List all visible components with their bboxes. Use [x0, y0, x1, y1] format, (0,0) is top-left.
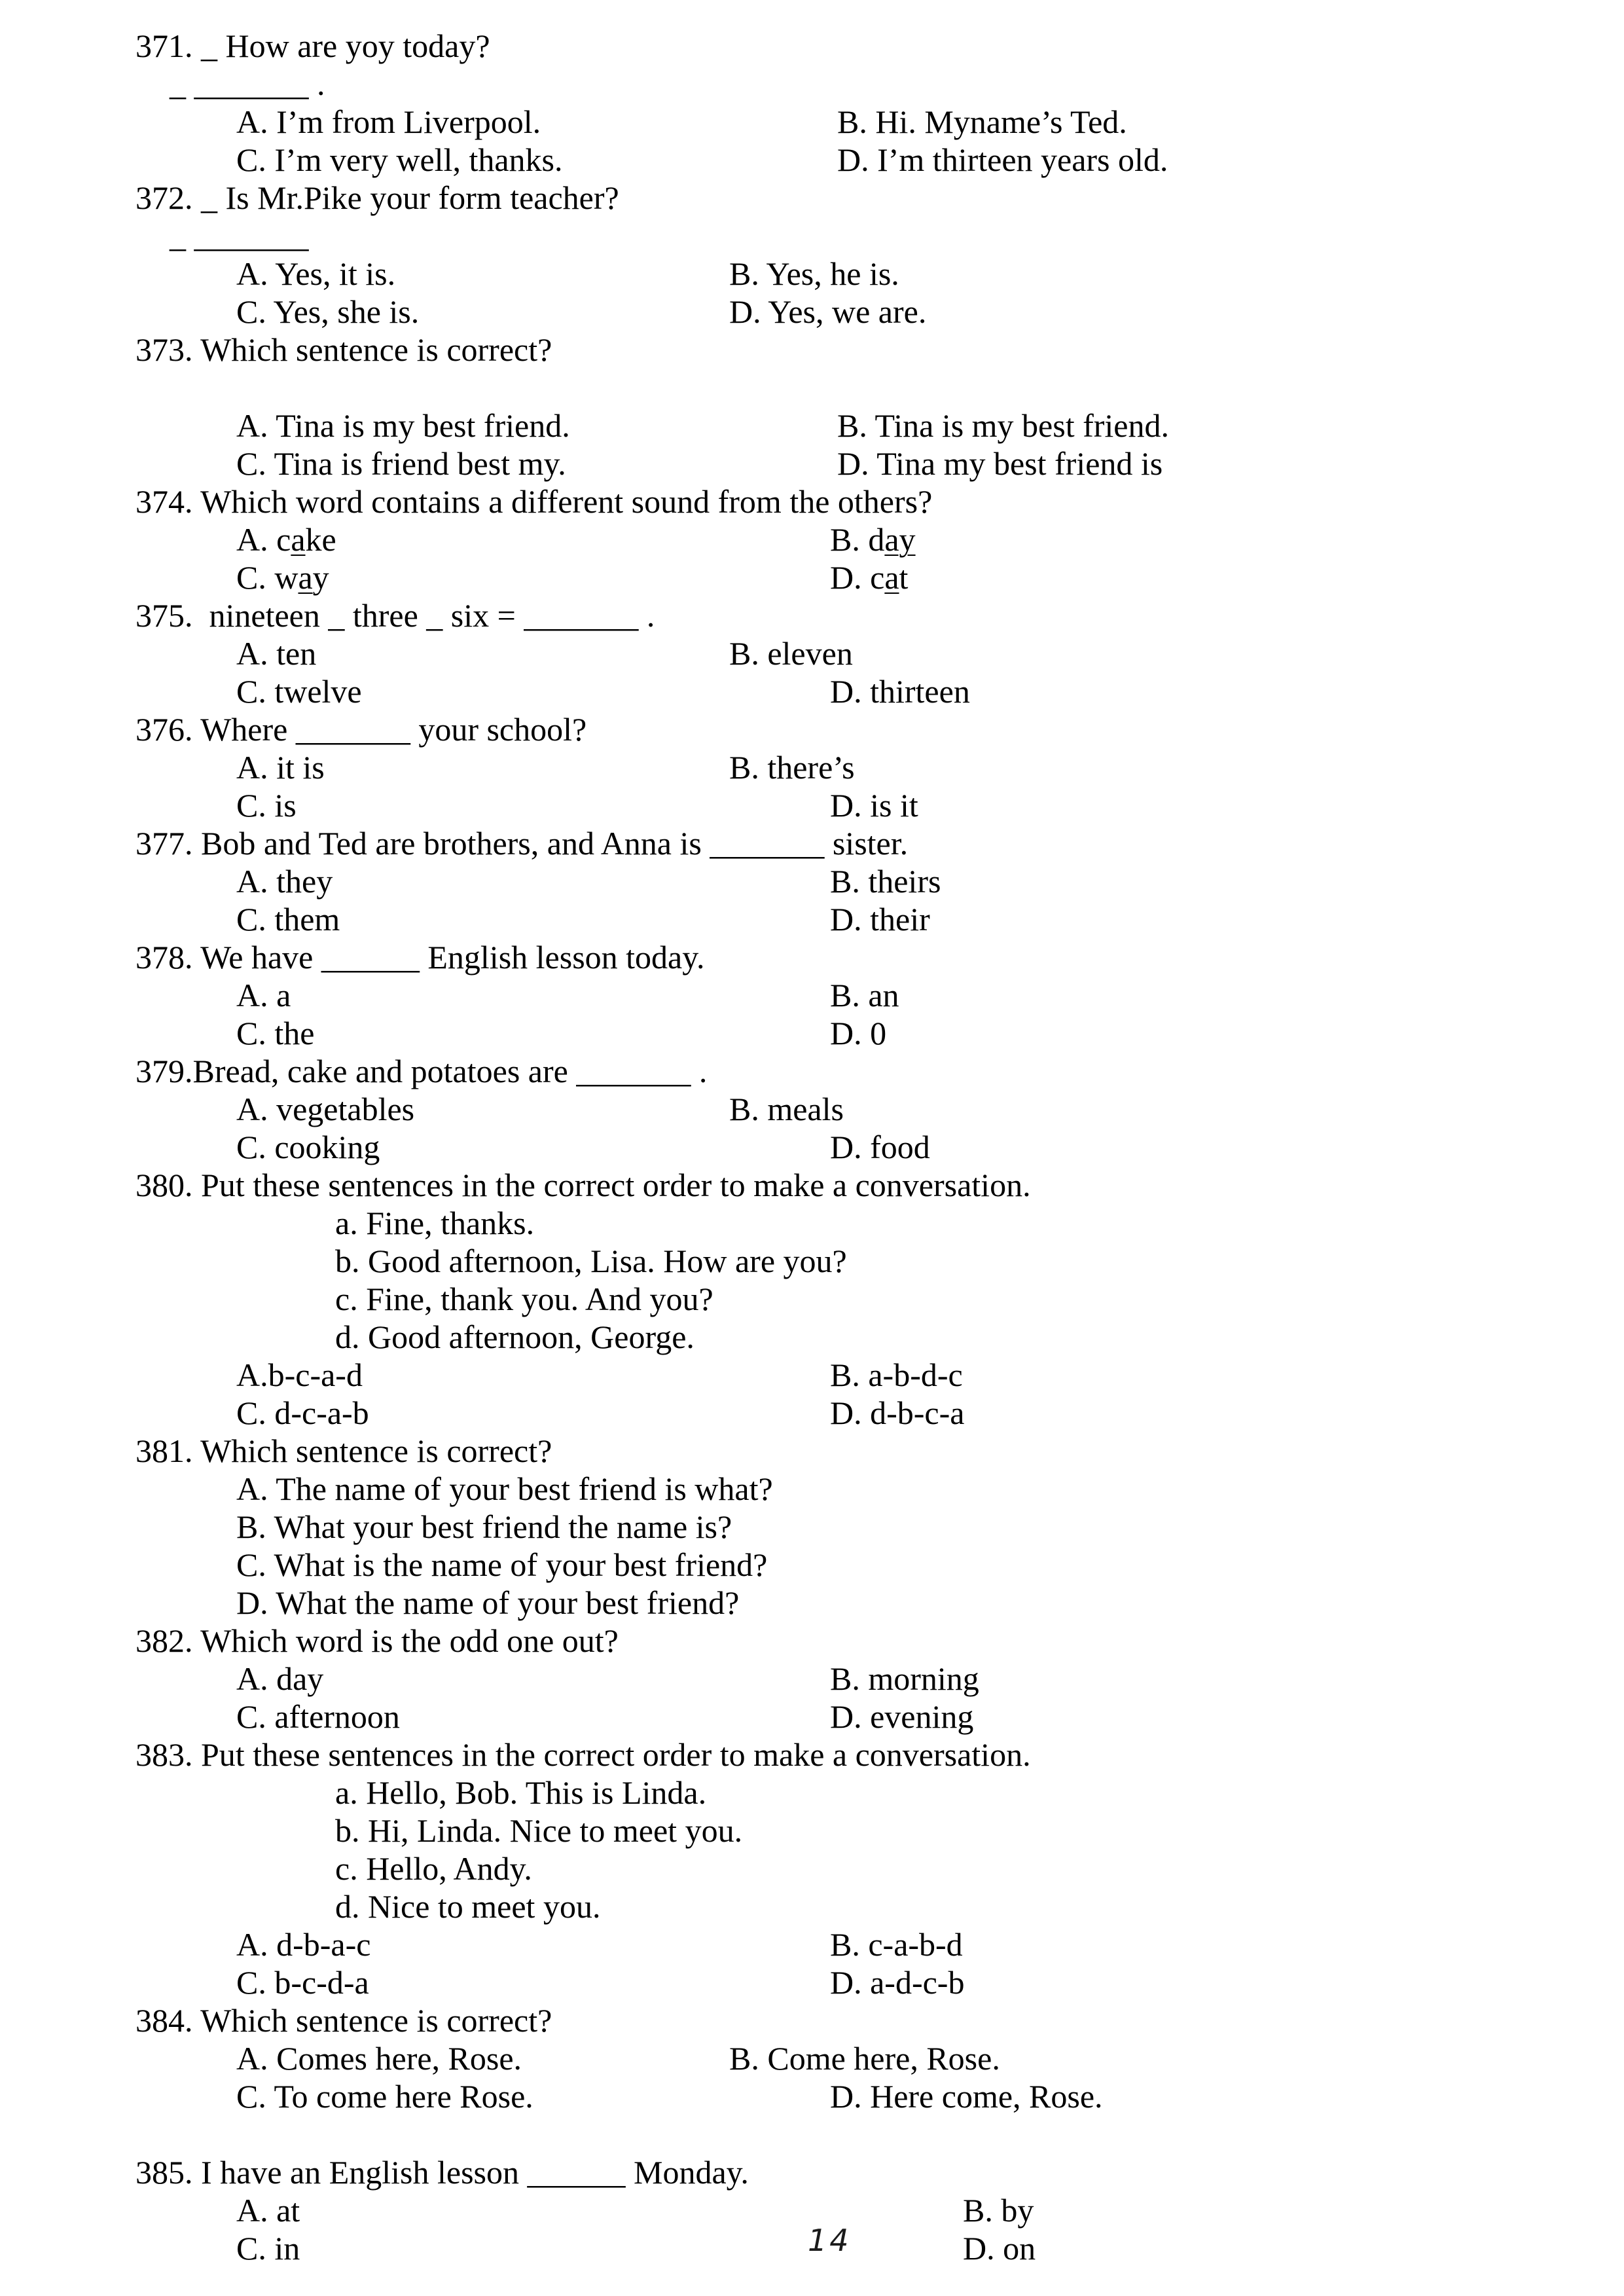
question-377-option-a: A. they [236, 863, 333, 900]
question-385-option-c: C. in [236, 2230, 300, 2267]
question-385-stem: 385. I have an English lesson ______ Monday. [135, 2154, 749, 2191]
question-383-sentence-c: c. Hello, Andy. [335, 1850, 532, 1887]
question-377-option-c: C. them [236, 901, 340, 938]
option-text: t [899, 559, 909, 596]
option-text: D. c [830, 559, 885, 596]
options-row [0, 1546, 1624, 1584]
question-row [0, 1736, 1624, 1774]
question-383-option-b: B. c-a-b-d [830, 1926, 963, 1963]
question-372-stem: 372. _ Is Mr.Pike your form teacher? [135, 179, 619, 216]
question-row [0, 331, 1624, 369]
question-380-sentence-b: b. Good afternoon, Lisa. How are you? [335, 1243, 847, 1279]
question-row [0, 1432, 1624, 1470]
options-row [0, 672, 1624, 710]
question-row [0, 710, 1624, 748]
question-382-option-d: D. evening [830, 1698, 974, 1735]
question-375-option-d: D. thirteen [830, 673, 970, 710]
question-377-stem: 377. Bob and Ted are brothers, and Anna is _______ sister. [135, 825, 909, 862]
question-377-option-d: D. their [830, 901, 930, 938]
question-385-option-b: B. by [963, 2192, 1034, 2229]
question-376-option-c: C. is [236, 787, 297, 824]
question-383-stem: 383. Put these sentences in the correct order to make a conversation. [135, 1736, 1031, 1773]
option-text: A. c [236, 521, 291, 558]
question-row [0, 2153, 1624, 2191]
question-375-stem: 375. nineteen _ three _ six = _______ . [135, 597, 655, 634]
question-380-stem: 380. Put these sentences in the correct order to make a conversation. [135, 1167, 1031, 1203]
question-row [0, 1052, 1624, 1090]
question-379-option-c: C. cooking [236, 1129, 380, 1165]
question-372-option-b: B. Yes, he is. [729, 255, 899, 292]
question-383-option-a: A. d-b-a-c [236, 1926, 371, 1963]
worksheet-page [0, 27, 1624, 2267]
underlined-sound: a [298, 559, 313, 596]
question-row [0, 2001, 1624, 2039]
options-row [0, 976, 1624, 1014]
option-text: ke [305, 521, 336, 558]
question-384-option-a: A. Comes here, Rose. [236, 2040, 522, 2077]
question-375-option-c: C. twelve [236, 673, 362, 710]
question-row [0, 824, 1624, 862]
question-381-option-b: B. What your best friend the name is? [236, 1508, 732, 1545]
question-378-option-d: D. 0 [830, 1015, 887, 1051]
question-382-option-a: A. day [236, 1660, 324, 1697]
question-373-option-b: B. Tina is my best friend. [837, 407, 1169, 444]
question-374-option-b [830, 520, 916, 558]
underlined-sound: a [884, 559, 899, 596]
question-378-option-c: C. the [236, 1015, 315, 1051]
options-row [0, 2039, 1624, 2077]
options-row [0, 1925, 1624, 1963]
options-row [0, 748, 1624, 786]
options-row [0, 103, 1624, 141]
options-row [0, 1394, 1624, 1432]
options-row [0, 407, 1624, 445]
question-row [0, 179, 1624, 217]
question-374-option-a [236, 520, 336, 558]
question-383-sentence-b: b. Hi, Linda. Nice to meet you. [335, 1812, 743, 1849]
options-row [0, 141, 1624, 179]
question-380-sentence-c: c. Fine, thank you. And you? [335, 1281, 713, 1317]
question-374-stem: 374. Which word contains a different sound from the others? [135, 483, 933, 520]
question-379-option-b: B. meals [729, 1091, 844, 1127]
option-text: y [312, 559, 329, 596]
options-row [0, 900, 1624, 938]
question-385-option-a: A. at [236, 2192, 300, 2229]
question-371-option-d: D. I’m thirteen years old. [837, 141, 1168, 178]
question-row [0, 27, 1624, 65]
options-row [0, 445, 1624, 483]
options-row [0, 1963, 1624, 2001]
question-383-sentence-d: d. Nice to meet you. [335, 1888, 601, 1925]
answer-line-row [0, 217, 1624, 255]
options-row [0, 862, 1624, 900]
options-row [0, 255, 1624, 293]
question-372-option-a: A. Yes, it is. [236, 255, 396, 292]
question-380-option-d: D. d-b-c-a [830, 1394, 965, 1431]
options-row [0, 786, 1624, 824]
sentence-row [0, 1812, 1624, 1850]
options-row [0, 1660, 1624, 1698]
question-381-option-c: C. What is the name of your best friend? [236, 1546, 768, 1583]
question-row [0, 596, 1624, 634]
question-380-option-b: B. a-b-d-c [830, 1357, 963, 1393]
question-373-stem: 373. Which sentence is correct? [135, 331, 552, 368]
question-382-option-b: B. morning [830, 1660, 979, 1697]
sentence-row [0, 1280, 1624, 1318]
question-row [0, 938, 1624, 976]
question-378-option-b: B. an [830, 977, 899, 1013]
options-row [0, 1584, 1624, 1622]
question-381-option-d: D. What the name of your best friend? [236, 1584, 740, 1621]
sentence-row [0, 1850, 1624, 1887]
question-row [0, 483, 1624, 520]
question-376-option-a: A. it is [236, 749, 325, 786]
question-383-option-d: D. a-d-c-b [830, 1964, 965, 2001]
question-row [0, 1166, 1624, 1204]
options-row [0, 1470, 1624, 1508]
question-372-option-d: D. Yes, we are. [729, 293, 927, 330]
sentence-row [0, 1774, 1624, 1812]
question-380-sentence-a: a. Fine, thanks. [335, 1205, 535, 1241]
question-371-answer-line: _ _______ . [170, 65, 325, 102]
question-384-option-c: C. To come here Rose. [236, 2078, 533, 2115]
option-text: B. d [830, 521, 885, 558]
page-number: 14 [808, 2223, 852, 2258]
question-372-option-c: C. Yes, she is. [236, 293, 420, 330]
question-371-stem: 371. _ How are yoy today? [135, 27, 490, 64]
options-row [0, 2223, 1624, 2267]
options-row [0, 293, 1624, 331]
question-373-option-c: C. Tina is friend best my. [236, 445, 566, 482]
question-379-option-d: D. food [830, 1129, 930, 1165]
blank-line [0, 2115, 1624, 2153]
question-376-stem: 376. Where _______ your school? [135, 711, 587, 748]
question-379-option-a: A. vegetables [236, 1091, 415, 1127]
question-row [0, 1622, 1624, 1660]
options-row [0, 1698, 1624, 1736]
sentence-row [0, 1887, 1624, 1925]
underlined-sound: ay [884, 521, 916, 558]
question-380-option-c: C. d-c-a-b [236, 1394, 369, 1431]
question-376-option-b: B. there’s [729, 749, 855, 786]
question-378-stem: 378. We have ______ English lesson today. [135, 939, 705, 975]
question-383-option-c: C. b-c-d-a [236, 1964, 369, 2001]
question-376-option-d: D. is it [830, 787, 918, 824]
options-row [0, 2077, 1624, 2115]
options-row [0, 558, 1624, 596]
options-row [0, 520, 1624, 558]
question-375-option-a: A. ten [236, 635, 317, 672]
question-384-option-b: B. Come here, Rose. [729, 2040, 1000, 2077]
options-row [0, 1090, 1624, 1128]
question-385-option-d: D. on [963, 2230, 1036, 2267]
question-381-stem: 381. Which sentence is correct? [135, 1432, 552, 1469]
options-row [0, 634, 1624, 672]
option-text: C. w [236, 559, 298, 596]
question-374-option-d [830, 558, 908, 596]
underlined-sound: a [291, 521, 306, 558]
sentence-row [0, 1204, 1624, 1242]
options-row [0, 1014, 1624, 1052]
question-384-stem: 384. Which sentence is correct? [135, 2002, 552, 2039]
question-380-sentence-d: d. Good afternoon, George. [335, 1319, 695, 1355]
question-373-option-a: A. Tina is my best friend. [236, 407, 570, 444]
question-378-option-a: A. a [236, 977, 291, 1013]
sentence-row [0, 1242, 1624, 1280]
sentence-row [0, 1318, 1624, 1356]
question-381-option-a: A. The name of your best friend is what? [236, 1470, 773, 1507]
question-383-sentence-a: a. Hello, Bob. This is Linda. [335, 1774, 707, 1811]
question-371-option-a: A. I’m from Liverpool. [236, 103, 541, 140]
question-384-option-d: D. Here come, Rose. [830, 2078, 1103, 2115]
blank-line [0, 369, 1624, 407]
answer-line-row [0, 65, 1624, 103]
question-380-option-a: A.b-c-a-d [236, 1357, 363, 1393]
options-row [0, 1508, 1624, 1546]
question-374-option-c [236, 558, 329, 596]
question-375-option-b: B. eleven [729, 635, 853, 672]
question-377-option-b: B. theirs [830, 863, 941, 900]
question-371-option-b: B. Hi. Myname’s Ted. [837, 103, 1127, 140]
question-382-stem: 382. Which word is the odd one out? [135, 1622, 619, 1659]
question-371-option-c: C. I’m very well, thanks. [236, 141, 563, 178]
options-row [0, 1128, 1624, 1166]
options-row [0, 1356, 1624, 1394]
question-373-option-d: D. Tina my best friend is [837, 445, 1163, 482]
question-382-option-c: C. afternoon [236, 1698, 400, 1735]
question-372-answer-line: _ _______ [170, 217, 309, 254]
question-379-stem: 379.Bread, cake and potatoes are _______ . [135, 1053, 708, 1089]
